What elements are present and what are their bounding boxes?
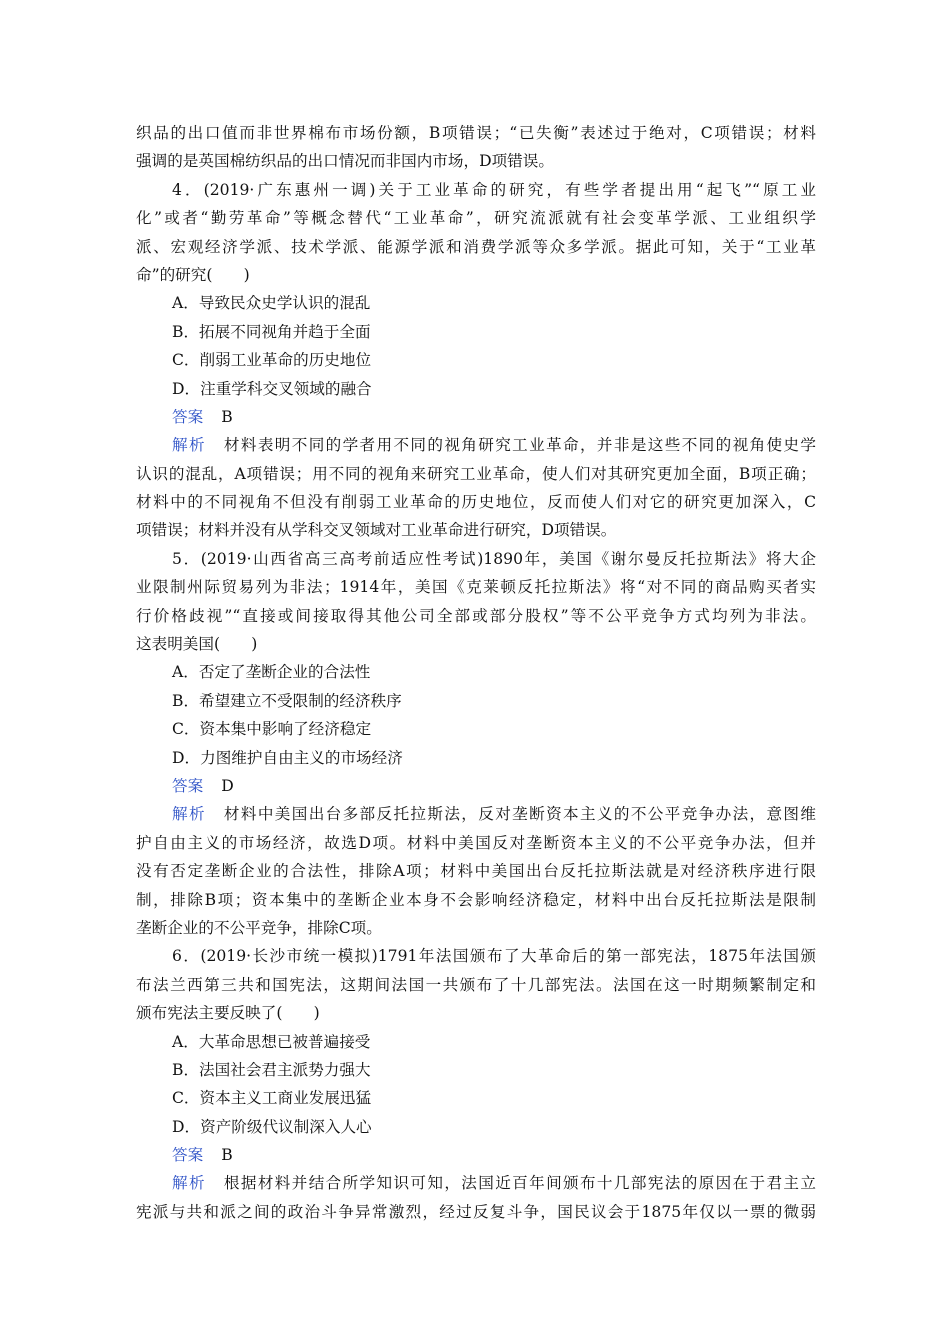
text-line [136, 829, 816, 857]
line-text: 6．(2019·长沙市统一模拟)1791年法国颁布了大革命后的第一部宪法，1875年法国颁 [172, 947, 816, 966]
text-line [136, 942, 816, 970]
line-text: D．力图维护自由主义的市场经济 [172, 748, 403, 767]
answer-line [136, 1141, 816, 1169]
line-text: 认识的混乱，A项错误；用不同的视角来研究工业革命，使人们对其研究更加全面，B项正确； [136, 464, 816, 483]
line-text: 材料表明不同的学者用不同的视角研究工业革命，并非是这些不同的视角使史学 [223, 436, 816, 455]
answer-line [136, 431, 816, 459]
text-line [136, 460, 816, 488]
line-text: 5．(2019·山西省高三高考前适应性考试)1890年，美国《谢尔曼反托拉斯法》将大企 [172, 549, 816, 568]
line-text: 制，排除B项；资本集中的垄断企业本身不会影响经济稳定，材料中出台反托拉斯法是限制 [136, 890, 816, 909]
line-text: 布法兰西第三共和国宪法，这期间法国一共颁布了十几部宪法。法国在这一时期频繁制定和 [136, 975, 816, 994]
line-text: 项错误；材料并没有从学科交叉领域对工业革命进行研究，D项错误。 [136, 521, 617, 540]
line-text: 化”或者“勤劳革命”等概念替代“工业革命”，研究流派就有社会变革学派、工业组织学 [136, 209, 816, 228]
option-line [136, 715, 816, 743]
line-text: 颁布宪法主要反映了( ) [136, 1004, 320, 1023]
line-text: B．法国社会君主派势力强大 [172, 1060, 371, 1079]
line-text: B．拓展不同视角并趋于全面 [172, 322, 371, 341]
line-text: A．大革命思想已被普遍接受 [172, 1032, 371, 1051]
line-text: 4．(2019·广东惠州一调)关于工业革命的研究，有些学者提出用“起飞”“原工业 [172, 180, 816, 199]
analysis-label: 解析 [172, 805, 206, 824]
option-line [136, 658, 816, 686]
line-text: 织品的出口值而非世界棉布市场份额，B项错误；“已失衡”表述过于绝对，C项错误；材料 [136, 124, 816, 142]
line-text: C．资本集中影响了经济稳定 [172, 720, 372, 739]
option-line [136, 1113, 816, 1141]
option-line [136, 318, 816, 346]
option-line [136, 744, 816, 772]
line-text: 业限制州际贸易列为非法；1914年，美国《克莱顿反托拉斯法》将“对不同的商品购买者实 [136, 578, 816, 597]
answer-label: 答案 [172, 1146, 204, 1165]
line-text: 护自由主义的市场经济，故选D项。材料中美国反对垄断资本主义的不公平竞争办法，但并 [136, 833, 816, 852]
option-line [136, 289, 816, 317]
option-line [136, 346, 816, 374]
line-text: 这表明美国( ) [136, 635, 258, 654]
line-text: C．资本主义工商业发展迅猛 [172, 1089, 372, 1108]
line-text: B [221, 407, 233, 426]
line-text: B [221, 1146, 233, 1165]
text-line [136, 1198, 816, 1226]
analysis-label: 解析 [172, 436, 206, 455]
text-line [136, 857, 816, 885]
line-text: 材料中美国出台多部反托拉斯法，反对垄断资本主义的不公平竞争办法，意图维 [223, 805, 816, 824]
text-line [136, 545, 816, 573]
text-line [136, 602, 816, 630]
line-text: B．希望建立不受限制的经济秩序 [172, 691, 402, 710]
line-text: 强调的是英国棉纺织品的出口情况而非国内市场，D项错误。 [136, 152, 554, 171]
line-text: 宪派与共和派之间的政治斗争异常激烈，经过反复斗争，国民议会于1875年仅以一票的微弱 [136, 1202, 816, 1221]
option-line [136, 1028, 816, 1056]
text-line [136, 573, 816, 601]
line-text: D [221, 776, 234, 795]
text-line [136, 914, 816, 942]
answer-line [136, 800, 816, 828]
answer-label: 答案 [172, 407, 204, 426]
text-line [136, 233, 816, 261]
text-line [136, 204, 816, 232]
analysis-label: 解析 [172, 1174, 206, 1193]
text-line [136, 999, 816, 1027]
option-line [136, 1056, 816, 1084]
line-text: 命”的研究( ) [136, 265, 250, 284]
line-text: D．注重学科交叉领域的融合 [172, 379, 372, 398]
answer-line [136, 403, 816, 431]
option-line [136, 687, 816, 715]
line-text: 派、宏观经济学派、技术学派、能源学派和消费学派等众多学派。据此可知，关于“工业革 [136, 237, 816, 256]
text-line [136, 630, 816, 658]
text-line [136, 119, 816, 147]
answer-line [136, 772, 816, 800]
text-line [136, 488, 816, 516]
line-text: A．否定了垄断企业的合法性 [172, 663, 371, 682]
line-text: 材料中的不同视角不但没有削弱工业革命的历史地位，反而使人们对它的研究更加深入，C [136, 493, 816, 512]
answer-label: 答案 [172, 776, 204, 795]
text-line [136, 147, 816, 175]
document-body [136, 119, 816, 1226]
text-line [136, 971, 816, 999]
text-line [136, 261, 816, 289]
text-line [136, 516, 816, 544]
answer-line [136, 1169, 816, 1197]
line-text: 没有否定垄断企业的合法性，排除A项；材料中美国出台反托拉斯法就是对经济秩序进行限 [136, 862, 816, 881]
option-line [136, 1084, 816, 1112]
text-line [136, 176, 816, 204]
line-text: D．资产阶级代议制深入人心 [172, 1117, 372, 1136]
line-text: 根据材料并结合所学知识可知，法国近百年间颁布十几部宪法的原因在于君主立 [223, 1174, 816, 1193]
line-text: A．导致民众史学认识的混乱 [172, 294, 371, 313]
option-line [136, 375, 816, 403]
text-line [136, 886, 816, 914]
line-text: 垄断企业的不公平竞争，排除C项。 [136, 918, 382, 937]
line-text: C．削弱工业革命的历史地位 [172, 351, 372, 370]
line-text: 行价格歧视”“直接或间接取得其他公司全部或部分股权”等不公平竞争方式均列为非法。 [136, 606, 816, 625]
